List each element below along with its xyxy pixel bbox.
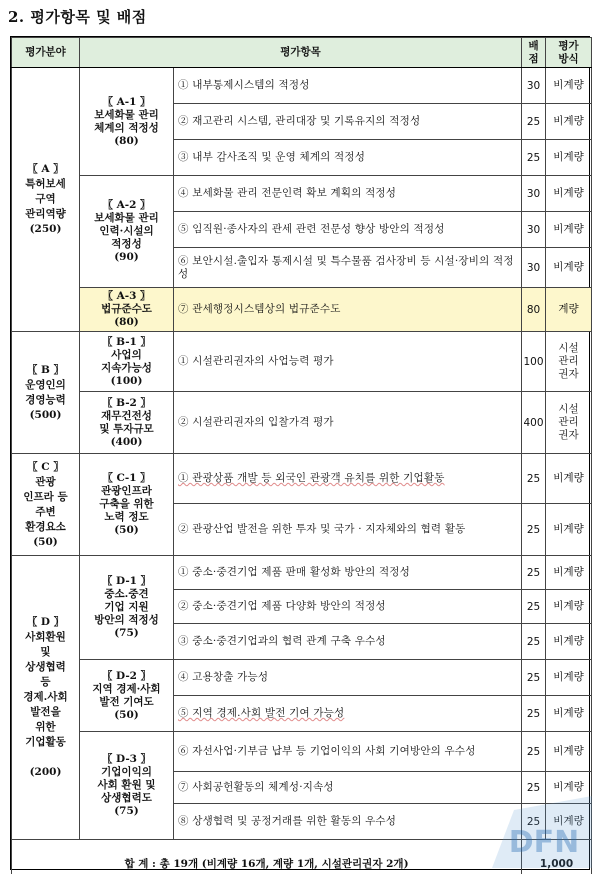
sub-c1: 〖 C-1 〗 관광인프라 구축을 위한 노력 정도 (50) [80, 454, 174, 556]
score-cell: 30 [522, 176, 546, 212]
header-method: 평가 방식 [546, 38, 592, 68]
sub-b1: 〖 B-1 〗 사업의 지속가능성 (100) [80, 332, 174, 392]
area-c: 〖 C 〗 관광 인프라 등 주변 환경요소 (50) [12, 454, 80, 556]
item-row: ② 관광산업 발전을 위한 투자 및 국가 · 지자체와의 협력 활동 [174, 504, 522, 556]
item-row: ⑥ 보안시설.출입자 통제시설 및 특수물품 검사장비 등 시설·장비의 적정성 [174, 248, 522, 288]
method-cell: 비계량 [546, 212, 592, 248]
score-cell: 25 [522, 104, 546, 140]
sub-a2: 〖 A-2 〗 보세화물 관리 인력·시설의 적정성 (90) [80, 176, 174, 288]
method-cell: 비계량 [546, 696, 592, 732]
header-area: 평가분야 [12, 38, 80, 68]
item-row: ② 재고관리 시스템, 관리대장 및 기록유지의 적정성 [174, 104, 522, 140]
score-cell: 25 [522, 590, 546, 624]
sub-d1: 〖 D-1 〗 중소.중견 기업 지원 방안의 적정성 (75) [80, 556, 174, 660]
method-cell: 비계량 [546, 804, 592, 840]
item-row: ③ 내부 감사조직 및 운영 체계의 적정성 [174, 140, 522, 176]
score-cell: 400 [522, 392, 546, 454]
svg-text:DFN: DFN [508, 825, 580, 860]
item-row: ④ 보세화물 관리 전문인력 확보 계획의 적정성 [174, 176, 522, 212]
sub-a3: 〖 A-3 〗 법규준수도 (80) [80, 288, 174, 332]
score-cell: 30 [522, 68, 546, 104]
item-row: ③ 중소·중견기업과의 협력 관계 구축 우수성 [174, 624, 522, 660]
evaluation-table [10, 36, 590, 870]
score-cell: 25 [522, 660, 546, 696]
score-cell: 25 [522, 804, 546, 840]
score-cell: 80 [522, 288, 546, 332]
method-cell: 비계량 [546, 504, 592, 556]
item-row: ① 중소·중견기업 제품 판매 활성화 방안의 적정성 [174, 556, 522, 590]
score-cell: 25 [522, 772, 546, 804]
area-a: 〖 A 〗 특허보세 구역 관리역량 (250) [12, 68, 80, 332]
total-score: 1,000 [522, 840, 592, 874]
sub-a1: 〖 A-1 〗 보세화물 관리 체계의 적정성 (80) [80, 68, 174, 176]
score-cell: 25 [522, 624, 546, 660]
item-row: ⑧ 상생협력 및 공정거래를 위한 활동의 우수성 [174, 804, 522, 840]
method-cell: 비계량 [546, 556, 592, 590]
sub-b2: 〖 B-2 〗 재무건전성 및 투자규모 (400) [80, 392, 174, 454]
header-score: 배 점 [522, 38, 546, 68]
score-cell: 30 [522, 212, 546, 248]
method-cell: 비계량 [546, 590, 592, 624]
area-d: 〖 D 〗 사회환원 및 상생협력 등 경제.사회 발전을 위한 기업활동 (200) [12, 556, 80, 840]
area-b: 〖 B 〗 운영인의 경영능력 (500) [12, 332, 80, 454]
sub-d2: 〖 D-2 〗 지역 경제·사회 발전 기여도 (50) [80, 660, 174, 732]
item-row: ⑦ 사회공헌활동의 체계성·지속성 [174, 772, 522, 804]
method-cell: 비계량 [546, 176, 592, 212]
item-row: ⑥ 자선사업·기부금 납부 등 기업이익의 사회 기여방안의 우수성 [174, 732, 522, 772]
score-cell: 25 [522, 140, 546, 176]
method-cell: 비계량 [546, 248, 592, 288]
method-cell: 계량 [546, 288, 592, 332]
method-cell: 시설 관리 권자 [546, 332, 592, 392]
method-cell: 비계량 [546, 624, 592, 660]
score-cell: 25 [522, 696, 546, 732]
item-row: ① 관광상품 개발 등 외국인 관광객 유치를 위한 기업활동 [174, 454, 522, 504]
score-cell: 30 [522, 248, 546, 288]
item-row: ① 내부통제시스템의 적정성 [174, 68, 522, 104]
item-row: ⑤ 임직원·종사자의 관세 관련 전문성 향상 방안의 적정성 [174, 212, 522, 248]
item-row: ⑤ 지역 경제.사회 발전 기여 가능성 [174, 696, 522, 732]
item-row: ① 시설관리권자의 사업능력 평가 [174, 332, 522, 392]
sub-d3: 〖 D-3 〗 기업이익의 사회 환원 및 상생협력도 (75) [80, 732, 174, 840]
method-cell: 비계량 [546, 772, 592, 804]
score-cell: 25 [522, 732, 546, 772]
item-row: ⑦ 관세행정시스템상의 법규준수도 [174, 288, 522, 332]
item-row: ④ 고용창출 가능성 [174, 660, 522, 696]
method-cell: 비계량 [546, 732, 592, 772]
item-row: ② 시설관리권자의 입찰가격 평가 [174, 392, 522, 454]
score-cell: 25 [522, 556, 546, 590]
method-cell: 비계량 [546, 454, 592, 504]
total-label: 합 계 : 총 19개 (비계량 16개, 계량 1개, 시설관리권자 2개) [12, 840, 522, 874]
score-cell: 25 [522, 504, 546, 556]
method-cell: 비계량 [546, 660, 592, 696]
method-cell: 비계량 [546, 68, 592, 104]
item-row: ② 중소·중견기업 제품 다양화 방안의 적정성 [174, 590, 522, 624]
method-cell: 시설 관리 권자 [546, 392, 592, 454]
method-cell: 비계량 [546, 140, 592, 176]
score-cell: 25 [522, 454, 546, 504]
page-title: 2. 평가항목 및 배점 [8, 8, 147, 26]
method-cell: 비계량 [546, 104, 592, 140]
score-cell: 100 [522, 332, 546, 392]
header-items: 평가항목 [80, 38, 522, 68]
